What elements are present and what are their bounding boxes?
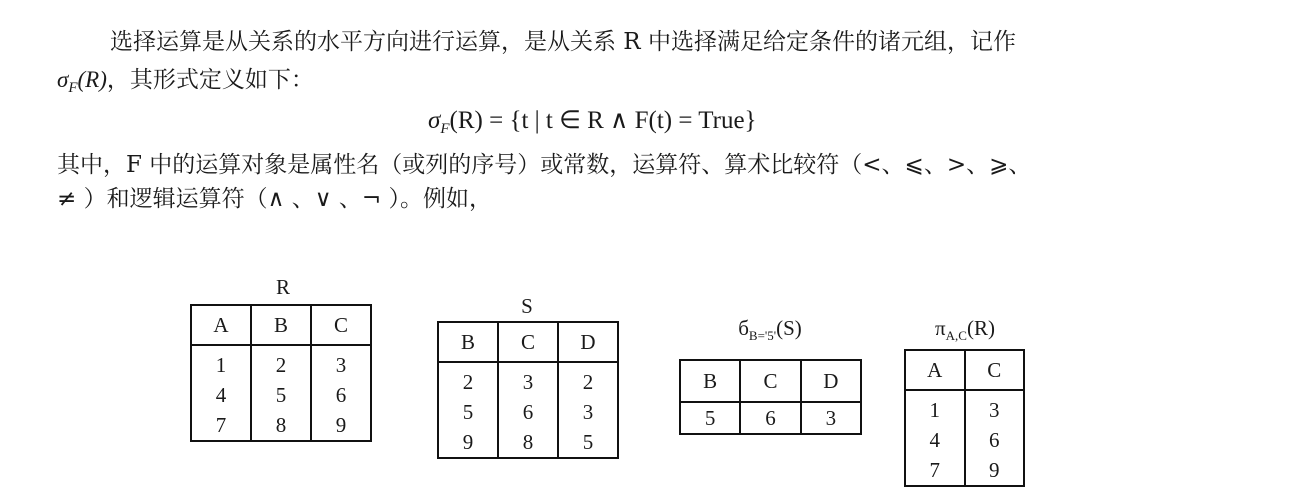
table-header-cell: A (192, 306, 250, 346)
paragraph-2-line-1: 其中，F 中的运算对象是属性名（或列的序号）或常数，运算符、算术比较符（<、⩽、>、⩾、 (57, 152, 1032, 178)
table-header-cell: C (312, 306, 370, 346)
selection-table-column (800, 361, 860, 433)
table-cell: 6 (765, 405, 776, 430)
paragraph-1-line-2-text: ，其形式定义如下： (106, 67, 314, 93)
paragraph-1-line-1: 选择运算是从关系的水平方向进行运算，是从关系 R 中选择满足给定条件的诸元组，记作 (110, 29, 1016, 55)
table-cell: 8 (522, 429, 534, 454)
table-header-cell: B (681, 361, 739, 403)
table-cell: 6 (522, 399, 534, 424)
table-cell: 1 (929, 397, 940, 422)
selection-formula (428, 106, 757, 144)
selection-argument: (S) (776, 316, 802, 340)
table-cell: 1 (215, 352, 227, 377)
selection-symbol: б (738, 316, 749, 340)
selection-table (679, 359, 862, 435)
table-cell: 2 (462, 369, 474, 394)
table-cell: 5 (582, 429, 594, 454)
table-header-cell: B (252, 306, 310, 346)
table-cell: 6 (335, 382, 347, 407)
table-r-column (192, 306, 250, 440)
table-header-cell: D (559, 323, 617, 363)
table-cell: 3 (522, 369, 534, 394)
table-s (437, 321, 619, 459)
table-r (190, 304, 372, 442)
table-cell: 7 (215, 412, 227, 437)
table-cell: 9 (462, 429, 474, 454)
selection-condition: B='5' (748, 328, 777, 343)
table-cell: 3 (989, 397, 1000, 422)
table-cell: 8 (275, 412, 287, 437)
sigma-symbol: σ (57, 67, 69, 92)
table-header-cell: C (966, 351, 1024, 391)
table-s-title: S (521, 294, 533, 318)
table-cell: 4 (215, 382, 227, 407)
sigma-argument: (R) (77, 67, 107, 92)
projection-symbol: π (935, 316, 946, 340)
table-cell: 9 (335, 412, 347, 437)
table-r-column (310, 306, 370, 440)
table-cell: 7 (929, 457, 940, 482)
formula-sigma: σ (428, 107, 441, 134)
projection-argument: (R) (966, 316, 995, 340)
table-cell: 4 (929, 427, 940, 452)
table-cell: 2 (582, 369, 594, 394)
table-r-column (250, 306, 310, 440)
table-header-cell: C (741, 361, 799, 403)
table-cell: 5 (704, 405, 716, 430)
table-cell: 3 (335, 352, 347, 377)
table-header-cell: B (439, 323, 497, 363)
table-header-cell: A (906, 351, 964, 391)
projection-table-column (906, 351, 964, 485)
table-s-column (557, 323, 617, 457)
table-cell: 5 (462, 399, 474, 424)
projection-table (904, 349, 1025, 487)
selection-table-column (681, 361, 739, 433)
table-header-cell: C (499, 323, 557, 363)
projection-attributes: A,C (945, 328, 967, 343)
table-cell: 2 (275, 352, 287, 377)
formula-subscript: F (440, 121, 450, 137)
projection-table-column (964, 351, 1024, 485)
table-r-title: R (275, 275, 290, 299)
table-header-cell: D (802, 361, 860, 403)
table-cell: 6 (989, 427, 1000, 452)
paragraph-1-line-2 (57, 65, 314, 103)
formula-text: (R) = {t | t ∈ R ∧ F(t) = True} (449, 107, 757, 134)
table-cell: 9 (989, 457, 1000, 482)
table-s-column (439, 323, 497, 457)
selection-table-title (710, 316, 830, 344)
selection-table-column (739, 361, 799, 433)
paragraph-2-line-2: ≠ ）和逻辑运算符（∧ 、∨ 、¬ ）。例如， (57, 186, 492, 212)
table-cell: 3 (825, 405, 837, 430)
table-s-column (497, 323, 557, 457)
table-cell: 3 (582, 399, 594, 424)
table-cell: 5 (275, 382, 287, 407)
sigma-subscript: F (68, 80, 78, 96)
projection-table-title (910, 316, 1020, 344)
